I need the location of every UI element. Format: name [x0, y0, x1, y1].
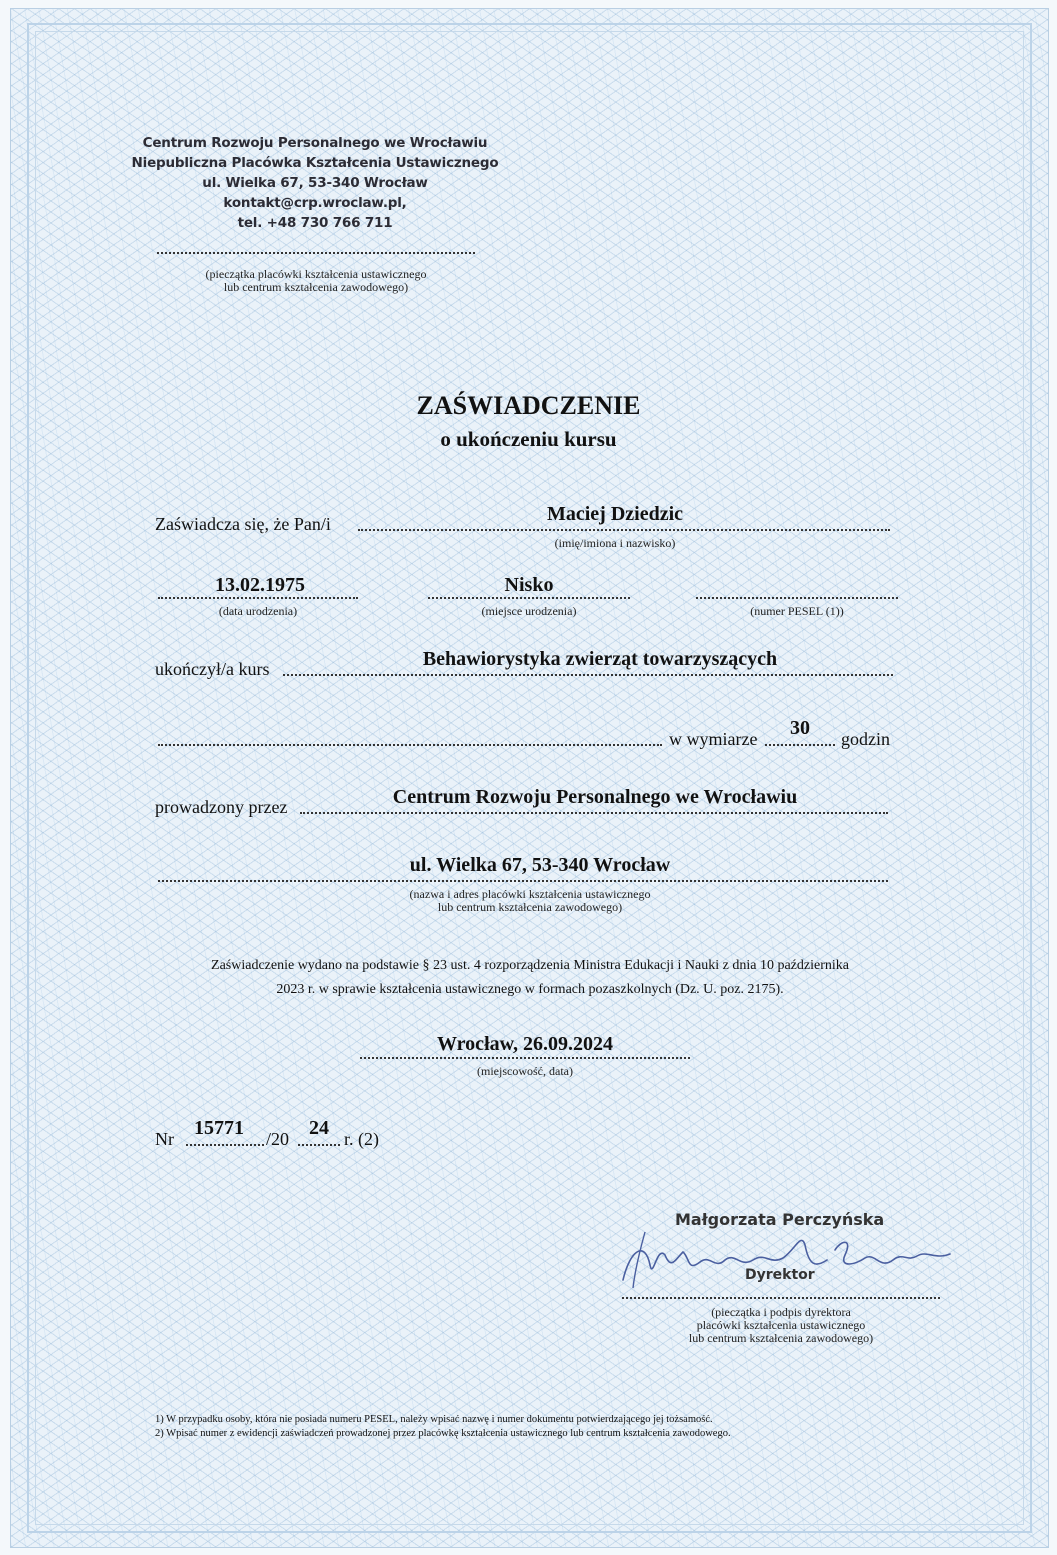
stamp-line-5: tel. +48 730 766 711 [237, 215, 393, 231]
stamp-dotted-line [157, 252, 475, 254]
course-label: ukończył/a kurs [155, 659, 270, 679]
year-dotted-line [298, 1144, 340, 1146]
stamp-line-3: ul. Wielka 67, 53-340 Wrocław [202, 175, 428, 191]
provider-caption-line-1: (nazwa i adres placówki kształcenia ustawicznego [409, 887, 651, 901]
provider-address-dotted-line [158, 880, 888, 882]
footnote-1: 1) W przypadku osoby, która nie posiada numeru PESEL, należy wpisać nazwę i numer dokumentu potwierdzającego jej tożsamość. [155, 1414, 713, 1425]
provider-caption-line-2: lub centrum kształcenia zawodowego) [437, 900, 623, 914]
stamp-line-2: Niepubliczna Placówka Kształcenia Ustawicznego [131, 155, 499, 171]
provider-dotted-line [300, 812, 888, 814]
stamp-caption [157, 268, 475, 294]
provider-name: Centrum Rozwoju Personalnego we Wrocławiu [392, 786, 798, 808]
director-role: Dyrektor [745, 1267, 815, 1283]
number-separator: /20 [266, 1129, 290, 1149]
provider-address: ul. Wielka 67, 53-340 Wrocław [409, 854, 671, 876]
course-dotted-line-2 [158, 744, 662, 746]
number-suffix: r. (2) [344, 1129, 379, 1149]
birth-date-caption: (data urodzenia) [218, 604, 298, 618]
number-dotted-line [186, 1144, 264, 1146]
pesel-caption: (numer PESEL (1)) [750, 604, 844, 618]
director-name: Małgorzata Perczyńska [675, 1210, 885, 1229]
stamp-caption-line-2: lub centrum kształcenia zawodowego) [223, 280, 409, 294]
certificate-number: 15771 [194, 1117, 244, 1139]
provider-caption [330, 888, 730, 914]
course-hours: 30 [790, 717, 810, 739]
director-caption [622, 1306, 940, 1345]
course-name: Behawiorystyka zwierząt towarzyszących [422, 648, 778, 670]
provider-label: prowadzony przez [155, 797, 288, 817]
person-name-caption: (imię/imiona i nazwisko) [554, 536, 676, 550]
director-dotted-line [622, 1297, 940, 1299]
hours-label: w wymiarze [669, 729, 758, 749]
director-caption-line-1: (pieczątka i podpis dyrektora [711, 1305, 851, 1319]
certificate-year: 24 [309, 1117, 329, 1139]
birth-date-dotted-line [158, 597, 358, 599]
director-caption-line-2: placówki kształcenia ustawicznego [696, 1318, 866, 1332]
footnote-2: 2) Wpisać numer z ewidencji zaświadczeń prowadzonej przez placówkę kształcenia ustawicznego lub centrum kształcenia zawodowego. [155, 1428, 731, 1439]
issue-dotted-line [360, 1057, 690, 1059]
birth-date: 13.02.1975 [215, 574, 305, 596]
institution-stamp [130, 133, 500, 233]
number-prefix: Nr [155, 1129, 174, 1149]
handwritten-signature [605, 1210, 965, 1305]
birth-place-caption: (miejsce urodzenia) [481, 604, 577, 618]
legal-basis-line-2: 2023 r. w sprawie kształcenia ustawicznego w formach pozaszkolnych (Dz. U. poz. 2175). [276, 982, 784, 997]
issue-place-date: Wrocław, 26.09.2024 [437, 1033, 613, 1055]
legal-basis [130, 954, 930, 1002]
name-dotted-line [358, 529, 890, 531]
stamp-line-1: Centrum Rozwoju Personalnego we Wrocławiu [142, 135, 488, 151]
hours-unit: godzin [841, 729, 890, 749]
pesel-dotted-line [696, 597, 898, 599]
document-subtitle: o ukończeniu kursu [440, 427, 617, 451]
stamp-caption-line-1: (pieczątka placówki kształcenia ustawicznego [205, 267, 427, 281]
hours-dotted-line [765, 744, 835, 746]
document-title: ZAŚWIADCZENIE [416, 391, 641, 420]
person-name: Maciej Dziedzic [546, 503, 684, 525]
issue-caption: (miejscowość, data) [477, 1064, 573, 1078]
birth-place: Nisko [504, 574, 554, 596]
stamp-line-4: kontakt@crp.wroclaw.pl, [223, 195, 407, 211]
person-label: Zaświadcza się, że Pan/i [155, 514, 331, 534]
birth-place-dotted-line [428, 597, 630, 599]
legal-basis-line-1: Zaświadczenie wydano na podstawie § 23 ust. 4 rozporządzenia Ministra Edukacji i Nauki z dnia 10 października [211, 958, 849, 973]
course-dotted-line [283, 674, 893, 676]
director-caption-line-3: lub centrum kształcenia zawodowego) [688, 1331, 874, 1345]
